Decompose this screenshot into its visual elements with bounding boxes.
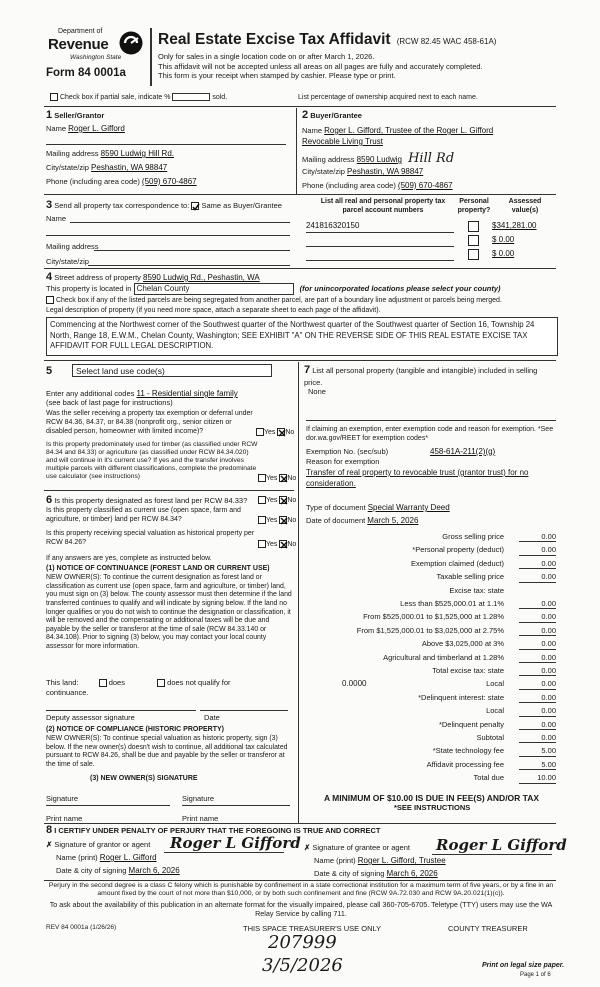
perjury-notice: Perjury in the second degree is a class C felony which is punishable by confinement in a state correctional institution for a maximum term of five years, or by a fine in an amount fixed by the court of not more than $10,000, or by both such confinement and fine (RCW 9A.72.030 and RCW 9A.20.021(1)(c)).: [48, 882, 554, 898]
land-does-checkbox[interactable]: [99, 679, 107, 687]
partial-sale-checkbox[interactable]: [50, 93, 58, 101]
current-use-yes-checkbox[interactable]: [258, 516, 266, 524]
personal-property-checkbox[interactable]: [468, 249, 479, 260]
tax-calc-row: [284, 693, 556, 706]
tax-calc-row: [284, 612, 556, 625]
historic-yes-checkbox[interactable]: [258, 540, 266, 548]
tax-calc-row: [284, 733, 556, 746]
subtitle-1: Only for sales in a single location code on or after March 1, 2026.: [158, 52, 375, 62]
dor-emblem-icon: [118, 30, 144, 56]
checkmark-icon: [192, 203, 200, 211]
treasurer-stamp-date: 3/5/2026: [262, 955, 343, 976]
grantor-signature[interactable]: Roger L Gifford: [170, 834, 301, 852]
ownership-note: List percentage of ownership acquired next to each name.: [298, 94, 478, 101]
property-street-address[interactable]: 8590 Ludwig Rd., Peshastin, WA: [143, 273, 260, 282]
personal-property-checkbox[interactable]: [468, 221, 479, 232]
tax-calc-amount[interactable]: 5.00: [519, 760, 556, 770]
tax-calc-row: [284, 746, 556, 759]
tax-calc-amount[interactable]: 0.00: [519, 639, 556, 649]
additional-codes-field[interactable]: 11 - Residential single family: [136, 389, 238, 398]
tax-calc-label: Exemption claimed (deduct): [411, 558, 504, 568]
form-number: Form 84 0001a: [46, 67, 126, 79]
tax-calc-amount[interactable]: 0.00: [519, 559, 556, 569]
dor-logo: [44, 26, 146, 88]
buyer-mailing-address[interactable]: 8590 Ludwig: [356, 155, 402, 164]
subtitle-3: This form is your receipt when stamped by cashier. Please type or print.: [158, 71, 396, 81]
tax-calc-amount[interactable]: 0.00: [519, 720, 556, 730]
tax-calc-label: Less than $525,000.01 at 1.1%: [400, 599, 504, 608]
accessibility-notice: To ask about the availability of this publication in an alternate format for the visually impaired, please call 360-705-6705. Teletype (TTY) users may use the WA Relay Service by calling 711.: [49, 900, 553, 918]
partial-sale-row: Check box if partial sale, indicate % sold.: [50, 93, 227, 103]
page-number: Page 1 of 6: [520, 972, 551, 978]
tax-calc-row: [284, 760, 556, 773]
seller-name[interactable]: Roger L. Gifford: [68, 124, 125, 133]
buyer-name-line2[interactable]: Revocable Living Trust: [302, 137, 383, 146]
local-rate: 0.0000: [342, 679, 367, 689]
checkmark-icon: [280, 497, 288, 505]
tax-calc-label: Total due: [473, 773, 504, 783]
checkmark-icon: [278, 429, 286, 437]
land-does-not-checkbox[interactable]: [157, 679, 165, 687]
tax-calc-amount[interactable]: 0.00: [519, 612, 556, 622]
tax-calc-amount[interactable]: 0.00: [519, 706, 556, 716]
partial-sale-label: Check box if partial sale, indicate %: [59, 93, 171, 101]
tax-calc-label: Taxable selling price: [436, 572, 504, 582]
document-date-field[interactable]: March 5, 2026: [367, 516, 419, 525]
tax-calc-label: Above $3,025,000 at 3%: [421, 639, 504, 649]
assessed-value[interactable]: $341,281.00: [492, 221, 537, 230]
checkmark-icon: [280, 517, 288, 525]
exemption-yes-checkbox[interactable]: [256, 428, 264, 436]
legal-description-field[interactable]: Commencing at the Northwest corner of the Southwest quarter of the Northwest quarter of the Southwest quarter of Section 16, Township 24 North, Range 18, E.W.M., Chelan County, Washington; SEE EXHIBIT "A" ON THE REVERSE SIDE OF THIS REAL ESTATE EXCISE TAX AFFIDAVIT FOR FULL LEGAL DESCRIPTION.: [46, 317, 558, 356]
tax-calc-row: [284, 639, 556, 652]
buyer-name[interactable]: Roger L. Gifford, Trustee of the Roger L. Gifford: [324, 126, 494, 135]
form-title-block: [158, 30, 568, 81]
tax-calc-label: *Personal property (deduct): [412, 545, 504, 555]
grantor-date-city[interactable]: March 6, 2026: [128, 866, 180, 875]
grantor-print-name[interactable]: Roger L. Gifford: [99, 853, 157, 862]
assessed-value[interactable]: $ 0.00: [492, 235, 515, 244]
tax-calc-label: Agricultural and timberland at 1.28%: [383, 652, 504, 662]
tax-calc-amount[interactable]: 0.00: [519, 532, 556, 542]
exemption-reason-field[interactable]: Transfer of real property to revocable trust (grantor trust) for no consideration.: [306, 468, 529, 488]
dept-line2: Revenue: [48, 36, 109, 53]
tax-calculation: [284, 532, 556, 792]
exemption-no-checkbox[interactable]: [277, 428, 285, 436]
document-type-field[interactable]: Special Warranty Deed: [367, 503, 450, 512]
tax-calc-amount[interactable]: 0.00: [519, 626, 556, 636]
tax-calc-label: Excise tax: state: [449, 585, 504, 595]
timber-yes-checkbox[interactable]: [258, 474, 266, 482]
tax-calc-row: [284, 653, 556, 666]
tax-calc-row: [284, 773, 556, 786]
grantee-signature[interactable]: Roger L Gifford: [436, 836, 567, 854]
form-title: Real Estate Excise Tax Affidavit: [158, 31, 391, 48]
tax-calc-amount[interactable]: 0.00: [519, 545, 556, 555]
dept-line1: Department of: [58, 28, 103, 35]
timber-no-checkbox[interactable]: [279, 474, 287, 482]
tax-calc-row: [284, 545, 556, 558]
tax-calc-label: Total excise tax: state: [432, 666, 504, 675]
tax-calc-amount[interactable]: 0.00: [519, 679, 556, 689]
tax-calc-row: [284, 679, 556, 692]
partial-pct-field[interactable]: [172, 93, 210, 101]
grantee-print-name[interactable]: Roger L. Gifford, Trustee: [357, 856, 446, 865]
tax-calc-label: *State technology fee: [432, 746, 504, 756]
grantee-date-city[interactable]: March 6, 2026: [386, 869, 438, 878]
land-use-select[interactable]: Select land use code(s): [72, 364, 272, 377]
assessed-value[interactable]: $ 0.00: [492, 249, 515, 258]
seller-heading: Seller/Grantor: [54, 111, 105, 120]
buyer-city-state-zip[interactable]: Peshastin, WA 98847: [347, 167, 424, 176]
minimum-fee-notice: A MINIMUM OF $10.00 IS DUE IN FEE(S) AND/OR TAX: [324, 793, 540, 803]
parcel-row: [306, 249, 556, 261]
tax-calc-label: Gross selling price: [442, 532, 504, 541]
parcel-row: [306, 235, 556, 247]
segregated-parcel-checkbox[interactable]: [46, 296, 54, 304]
same-as-buyer-checkbox[interactable]: [191, 202, 199, 210]
tax-calc-amount[interactable]: 0.00: [519, 693, 556, 703]
tax-calc-label: *Delinquent interest: state: [418, 692, 504, 702]
personal-property-list[interactable]: None: [308, 387, 326, 396]
tax-calc-amount[interactable]: 0.00: [519, 666, 556, 676]
form-rcw: (RCW 82.45 WAC 458-61A): [396, 37, 497, 46]
tax-calc-row: [284, 586, 556, 599]
subtitle-2: This affidavit will not be accepted unless all areas on all pages are fully and accurately completed.: [158, 61, 483, 71]
seller-city-state-zip[interactable]: Peshastin, WA 98847: [91, 163, 168, 172]
personal-property-checkbox[interactable]: [468, 235, 479, 246]
tax-calc-label: From $525,000.01 to $1,525,000 at 1.28%: [363, 612, 504, 622]
tax-calc-label: Subtotal: [476, 733, 504, 742]
buyer-phone[interactable]: (509) 670-4867: [397, 181, 453, 190]
tax-calc-amount[interactable]: 10.00: [519, 773, 556, 783]
tax-calc-amount[interactable]: 0.00: [519, 572, 556, 582]
tax-calc-row: [284, 706, 556, 719]
checkmark-icon: [280, 475, 288, 483]
tax-calc-label: Local: [486, 679, 504, 689]
treasurer-stamp-number: 207999: [268, 932, 337, 953]
tax-calc-row: [284, 572, 556, 585]
dept-line3: Washington State: [70, 54, 122, 61]
buyer-mailing-handwritten: Hill Rd: [408, 151, 455, 166]
parcel-row: [306, 221, 556, 233]
tax-calc-row: [284, 666, 556, 679]
forest-no-checkbox[interactable]: [279, 496, 287, 504]
seller-phone[interactable]: (509) 670-4867: [141, 177, 197, 186]
tax-calc-row: [284, 559, 556, 572]
sec3-label: Send all property tax correspondence to:: [54, 201, 190, 210]
tax-calc-row: [284, 626, 556, 639]
tax-calc-label: *Delinquent penalty: [438, 719, 504, 729]
tax-calc-row: [284, 532, 556, 545]
tax-calc-label: From $1,525,000.01 to $3,025,000 at 2.75%: [356, 625, 504, 635]
tax-calc-amount[interactable]: 0.00: [519, 733, 556, 743]
forest-yes-checkbox[interactable]: [258, 496, 266, 504]
tax-calc-row: [284, 720, 556, 733]
parcel-number[interactable]: 241816320150: [306, 221, 360, 230]
seller-mailing-address[interactable]: 8590 Ludwig Hill Rd.: [100, 149, 174, 158]
buyer-heading: Buyer/Grantee: [310, 111, 362, 120]
exemption-number-field[interactable]: 458-61A-211(2)(g): [430, 447, 496, 456]
tax-calc-label: Local: [486, 706, 504, 716]
tax-calc-amount[interactable]: 5.00: [519, 746, 556, 756]
tax-calc-amount[interactable]: 0.00: [519, 599, 556, 609]
county-select[interactable]: Chelan County: [134, 283, 294, 295]
tax-calc-row: [284, 599, 556, 612]
tax-calc-label: Affidavit processing fee: [426, 759, 504, 769]
current-use-no-checkbox[interactable]: [279, 516, 287, 524]
tax-calc-amount[interactable]: 0.00: [519, 653, 556, 663]
